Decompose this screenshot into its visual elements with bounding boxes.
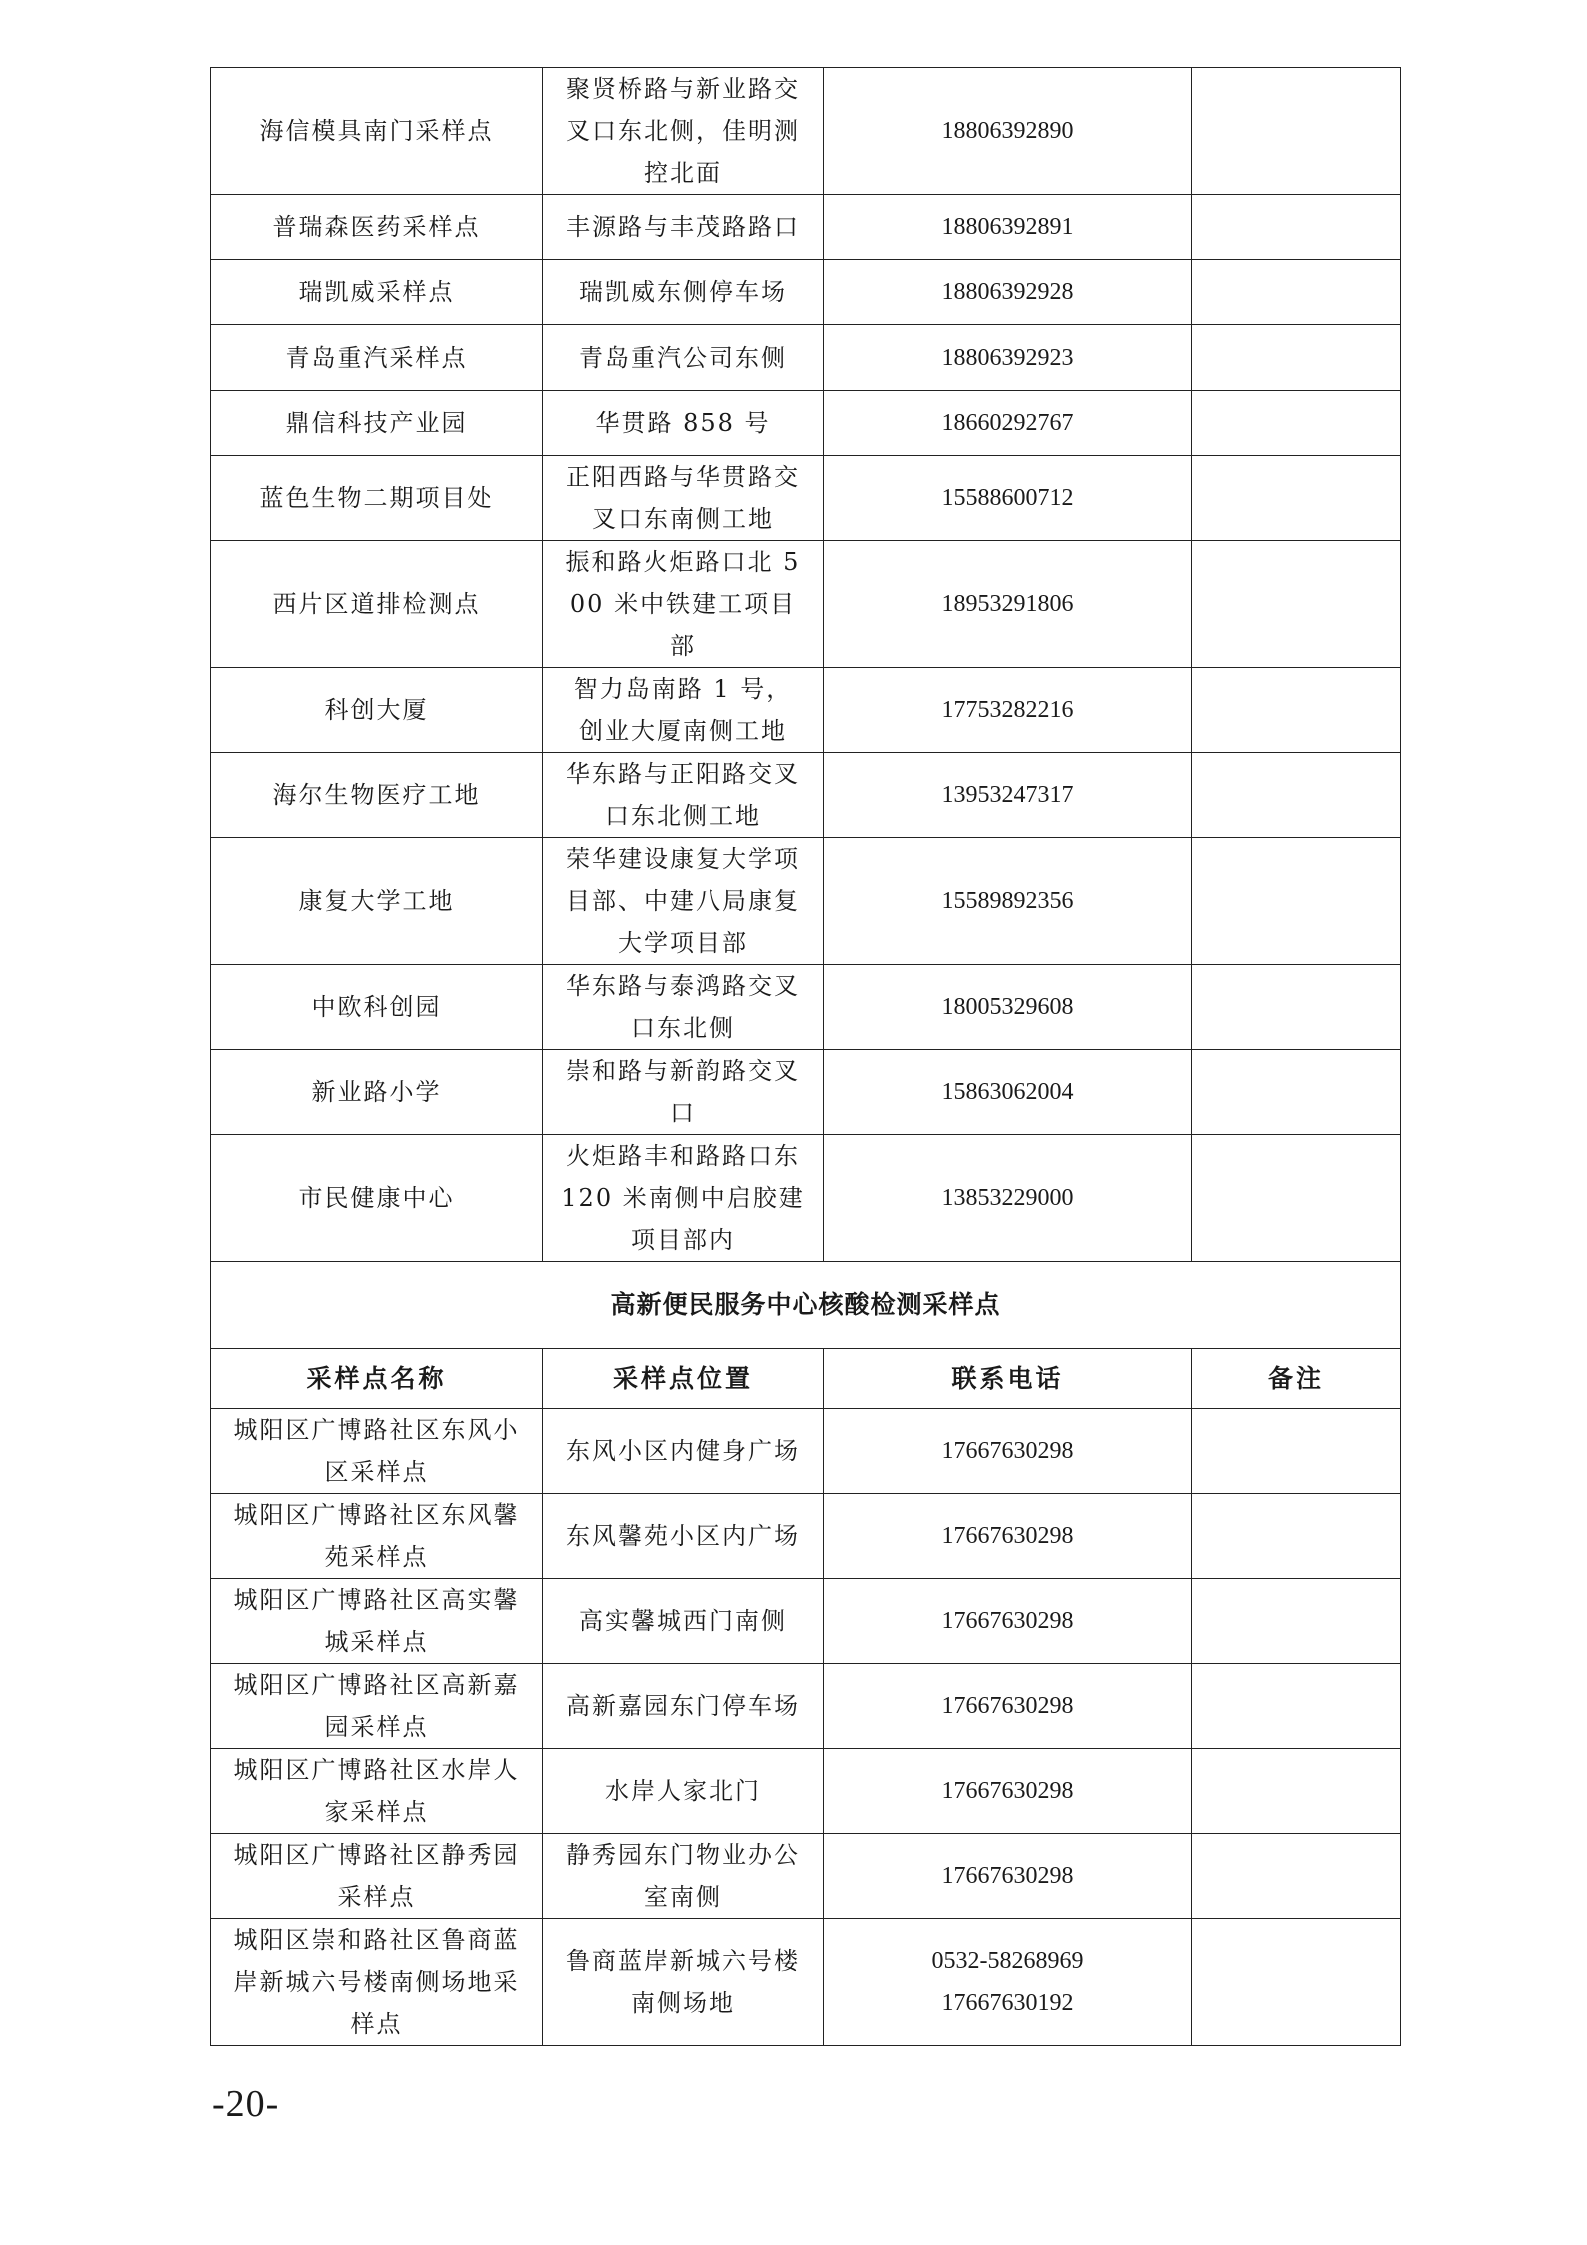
cell-note bbox=[1192, 1579, 1401, 1664]
cell-name: 城阳区广博路社区高新嘉园采样点 bbox=[211, 1664, 543, 1749]
cell-phone bbox=[824, 391, 1192, 456]
cell-location: 高新嘉园东门停车场 bbox=[543, 1664, 824, 1749]
cell-note bbox=[1192, 753, 1401, 838]
table-row bbox=[211, 1494, 1401, 1579]
header-note: 备注 bbox=[1192, 1349, 1401, 1409]
phone-number: 18806392891 bbox=[941, 214, 1074, 240]
cell-note bbox=[1192, 965, 1401, 1050]
phone-number: 17753282216 bbox=[941, 697, 1074, 723]
phone-number: 15588600712 bbox=[941, 485, 1074, 511]
cell-phone bbox=[824, 325, 1192, 391]
table-row bbox=[211, 1749, 1401, 1834]
cell-location: 静秀园东门物业办公室南侧 bbox=[543, 1834, 824, 1919]
table-header-row bbox=[211, 1349, 1401, 1409]
cell-phone bbox=[824, 1135, 1192, 1262]
table-row bbox=[211, 1664, 1401, 1749]
table-row bbox=[211, 456, 1401, 541]
cell-phone bbox=[824, 195, 1192, 260]
phone-number: 18806392923 bbox=[941, 344, 1074, 371]
cell-location: 瑞凯威东侧停车场 bbox=[543, 260, 824, 325]
cell-location: 青岛重汽公司东侧 bbox=[543, 325, 824, 391]
cell-name: 海信模具南门采样点 bbox=[211, 68, 543, 195]
cell-note bbox=[1192, 1409, 1401, 1494]
page-number: -20- bbox=[212, 2083, 280, 2125]
cell-phone bbox=[824, 753, 1192, 838]
cell-note bbox=[1192, 1834, 1401, 1919]
cell-name: 城阳区广博路社区东风小区采样点 bbox=[211, 1409, 543, 1494]
table-body-bottom bbox=[211, 1409, 1401, 2046]
cell-name: 中欧科创园 bbox=[211, 965, 543, 1050]
table-row bbox=[211, 1135, 1401, 1262]
cell-phone bbox=[824, 541, 1192, 668]
cell-phone bbox=[824, 1834, 1192, 1919]
phone-number: 17667630298 bbox=[941, 1693, 1074, 1719]
cell-name: 城阳区广博路社区静秀园采样点 bbox=[211, 1834, 543, 1919]
sampling-points-table bbox=[210, 67, 1401, 2046]
header-location: 采样点位置 bbox=[543, 1349, 824, 1409]
cell-note bbox=[1192, 68, 1401, 195]
table-section-header bbox=[211, 1262, 1401, 1409]
phone-number: 17667630298 bbox=[941, 1778, 1074, 1804]
cell-location: 水岸人家北门 bbox=[543, 1749, 824, 1834]
cell-location: 正阳西路与华贯路交叉口东南侧工地 bbox=[543, 456, 824, 541]
cell-note bbox=[1192, 1494, 1401, 1579]
table-row bbox=[211, 325, 1401, 391]
table-body-top bbox=[211, 68, 1401, 1262]
section-title: 高新便民服务中心核酸检测采样点 bbox=[211, 1262, 1401, 1349]
table-row bbox=[211, 1050, 1401, 1135]
cell-location: 智力岛南路 1 号，创业大厦南侧工地 bbox=[543, 668, 824, 753]
cell-note bbox=[1192, 195, 1401, 260]
phone-number-secondary: 17667630192 bbox=[941, 1990, 1074, 2016]
cell-phone bbox=[824, 668, 1192, 753]
phone-number: 18806392928 bbox=[941, 279, 1074, 305]
cell-location: 东风小区内健身广场 bbox=[543, 1409, 824, 1494]
cell-note bbox=[1192, 325, 1401, 391]
cell-location: 华贯路 858 号 bbox=[543, 391, 824, 456]
cell-note bbox=[1192, 260, 1401, 325]
cell-location: 崇和路与新韵路交叉口 bbox=[543, 1050, 824, 1135]
table-row bbox=[211, 541, 1401, 668]
table-row bbox=[211, 391, 1401, 456]
phone-number: 15589892356 bbox=[941, 888, 1074, 914]
cell-location: 荣华建设康复大学项目部、中建八局康复大学项目部 bbox=[543, 838, 824, 965]
cell-name: 城阳区广博路社区东风馨苑采样点 bbox=[211, 1494, 543, 1579]
section-title-row bbox=[211, 1262, 1401, 1349]
cell-name: 青岛重汽采样点 bbox=[211, 325, 543, 391]
cell-phone bbox=[824, 965, 1192, 1050]
table-row bbox=[211, 1834, 1401, 1919]
cell-name: 市民健康中心 bbox=[211, 1135, 543, 1262]
cell-name: 海尔生物医疗工地 bbox=[211, 753, 543, 838]
phone-number: 17667630298 bbox=[941, 1863, 1074, 1889]
cell-location: 振和路火炬路口北 500 米中铁建工项目部 bbox=[543, 541, 824, 668]
cell-name: 城阳区崇和路社区鲁商蓝岸新城六号楼南侧场地采样点 bbox=[211, 1919, 543, 2046]
cell-name: 康复大学工地 bbox=[211, 838, 543, 965]
cell-phone bbox=[824, 1749, 1192, 1834]
cell-phone bbox=[824, 456, 1192, 541]
cell-note bbox=[1192, 1135, 1401, 1262]
table-row bbox=[211, 965, 1401, 1050]
phone-number: 15863062004 bbox=[941, 1079, 1074, 1105]
cell-note bbox=[1192, 1749, 1401, 1834]
cell-phone bbox=[824, 1579, 1192, 1664]
table-row bbox=[211, 668, 1401, 753]
cell-note bbox=[1192, 456, 1401, 541]
cell-location: 火炬路丰和路路口东 120 米南侧中启胶建项目部内 bbox=[543, 1135, 824, 1262]
cell-phone bbox=[824, 68, 1192, 195]
cell-location: 高实馨城西门南侧 bbox=[543, 1579, 824, 1664]
cell-name: 蓝色生物二期项目处 bbox=[211, 456, 543, 541]
cell-note bbox=[1192, 838, 1401, 965]
cell-location: 鲁商蓝岸新城六号楼南侧场地 bbox=[543, 1919, 824, 2046]
cell-note bbox=[1192, 1919, 1401, 2046]
table-row bbox=[211, 753, 1401, 838]
table-row bbox=[211, 1919, 1401, 2046]
cell-name: 城阳区广博路社区水岸人家采样点 bbox=[211, 1749, 543, 1834]
header-phone: 联系电话 bbox=[824, 1349, 1192, 1409]
cell-location: 东风馨苑小区内广场 bbox=[543, 1494, 824, 1579]
cell-note bbox=[1192, 1664, 1401, 1749]
phone-number: 18660292767 bbox=[941, 410, 1074, 436]
table-row bbox=[211, 1409, 1401, 1494]
table-row bbox=[211, 195, 1401, 260]
cell-name: 新业路小学 bbox=[211, 1050, 543, 1135]
cell-note bbox=[1192, 668, 1401, 753]
phone-number: 0532-58268969 bbox=[931, 1948, 1084, 1974]
cell-phone bbox=[824, 260, 1192, 325]
cell-name: 普瑞森医药采样点 bbox=[211, 195, 543, 260]
header-name: 采样点名称 bbox=[211, 1349, 543, 1409]
phone-number: 18953291806 bbox=[941, 591, 1074, 617]
cell-location: 丰源路与丰茂路路口 bbox=[543, 195, 824, 260]
phone-number: 18806392890 bbox=[941, 118, 1074, 144]
cell-name: 科创大厦 bbox=[211, 668, 543, 753]
cell-phone bbox=[824, 838, 1192, 965]
cell-phone bbox=[824, 1494, 1192, 1579]
cell-name: 鼎信科技产业园 bbox=[211, 391, 543, 456]
cell-note bbox=[1192, 391, 1401, 456]
cell-name: 城阳区广博路社区高实馨城采样点 bbox=[211, 1579, 543, 1664]
phone-number: 18005329608 bbox=[941, 994, 1074, 1020]
cell-phone bbox=[824, 1664, 1192, 1749]
cell-phone bbox=[824, 1409, 1192, 1494]
table-row bbox=[211, 1579, 1401, 1664]
phone-number: 13953247317 bbox=[941, 782, 1074, 808]
table-row bbox=[211, 838, 1401, 965]
cell-phone bbox=[824, 1050, 1192, 1135]
phone-number: 17667630298 bbox=[941, 1438, 1074, 1464]
cell-name: 西片区道排检测点 bbox=[211, 541, 543, 668]
cell-note bbox=[1192, 541, 1401, 668]
cell-name: 瑞凯威采样点 bbox=[211, 260, 543, 325]
phone-number: 17667630298 bbox=[941, 1523, 1074, 1549]
table-row bbox=[211, 68, 1401, 195]
cell-phone bbox=[824, 1919, 1192, 2046]
phone-number: 17667630298 bbox=[941, 1608, 1074, 1634]
cell-location: 华东路与正阳路交叉口东北侧工地 bbox=[543, 753, 824, 838]
cell-note bbox=[1192, 1050, 1401, 1135]
phone-number: 13853229000 bbox=[941, 1185, 1074, 1211]
cell-location: 聚贤桥路与新业路交叉口东北侧，佳明测控北面 bbox=[543, 68, 824, 195]
table-row bbox=[211, 260, 1401, 325]
cell-location: 华东路与泰鸿路交叉口东北侧 bbox=[543, 965, 824, 1050]
